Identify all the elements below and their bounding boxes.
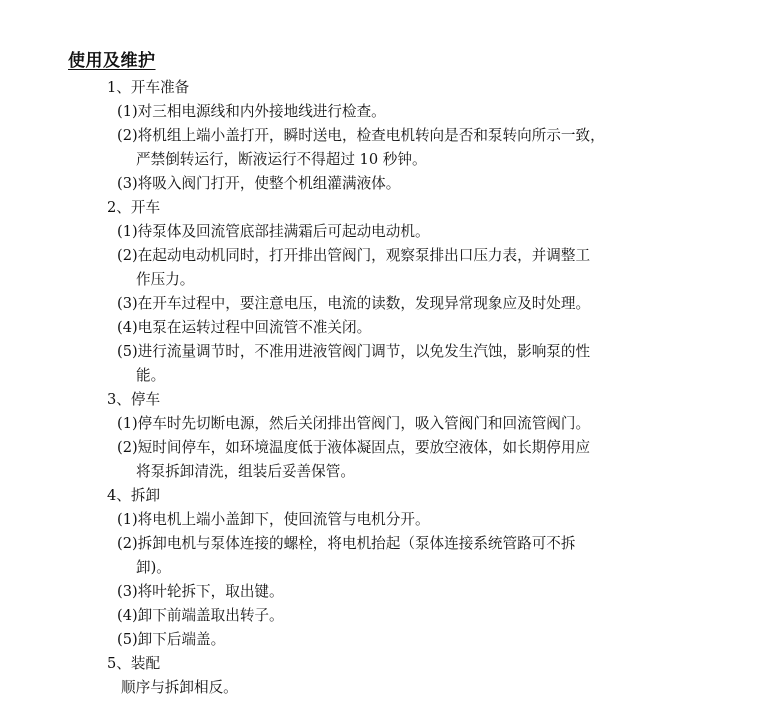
disassembly-item-2-continued: 卸)。 <box>136 559 171 576</box>
page-title: 使用及维护 <box>68 51 156 71</box>
start-item-4: (4)电泵在运转过程中回流管不准关闭。 <box>117 319 372 336</box>
disassembly-item-4: (4)卸下前端盖取出转子。 <box>117 607 284 624</box>
prep-item-2-continued: 严禁倒转运行，断液运行不得超过 10 秒钟。 <box>136 151 427 168</box>
section-heading-prep: 1、开车准备 <box>107 79 190 96</box>
start-item-5: (5)进行流量调节时，不准用进液管阀门调节，以免发生汽蚀，影响泵的性 <box>117 343 591 360</box>
stop-item-2-continued: 将泵拆卸清洗，组装后妥善保管。 <box>136 463 355 480</box>
start-item-2: (2)在起动电动机同时，打开排出管阀门，观察泵排出口压力表，并调整工 <box>117 247 591 264</box>
start-item-1: (1)待泵体及回流管底部挂满霜后可起动电动机。 <box>117 223 430 240</box>
disassembly-item-1: (1)将电机上端小盖卸下，使回流管与电机分开。 <box>117 511 430 528</box>
section-heading-disassembly: 4、拆卸 <box>107 487 161 504</box>
disassembly-item-2: (2)拆卸电机与泵体连接的螺栓，将电机抬起（泵体连接系统管路可不拆 <box>117 535 576 552</box>
start-item-5-continued: 能。 <box>136 367 166 384</box>
stop-item-1: (1)停车时先切断电源，然后关闭排出管阀门，吸入管阀门和回流管阀门。 <box>117 415 591 432</box>
assembly-text: 顺序与拆卸相反。 <box>121 679 238 696</box>
stop-item-2: (2)短时间停车，如环境温度低于液体凝固点，要放空液体，如长期停用应 <box>117 439 591 456</box>
disassembly-item-3: (3)将叶轮拆下，取出键。 <box>117 583 284 600</box>
section-heading-start: 2、开车 <box>107 199 161 216</box>
prep-item-2: (2)将机组上端小盖打开，瞬时送电，检查电机转向是否和泵转向所示一致， <box>117 127 605 144</box>
prep-item-3: (3)将吸入阀门打开，使整个机组灌满液体。 <box>117 175 401 192</box>
start-item-2-continued: 作压力。 <box>136 271 195 288</box>
start-item-3: (3)在开车过程中，要注意电压，电流的读数，发现异常现象应及时处理。 <box>117 295 591 312</box>
prep-item-1: (1)对三相电源线和内外接地线进行检查。 <box>117 103 386 120</box>
section-heading-assembly: 5、装配 <box>107 655 161 672</box>
disassembly-item-5: (5)卸下后端盖。 <box>117 631 226 648</box>
section-heading-stop: 3、停车 <box>107 391 161 408</box>
